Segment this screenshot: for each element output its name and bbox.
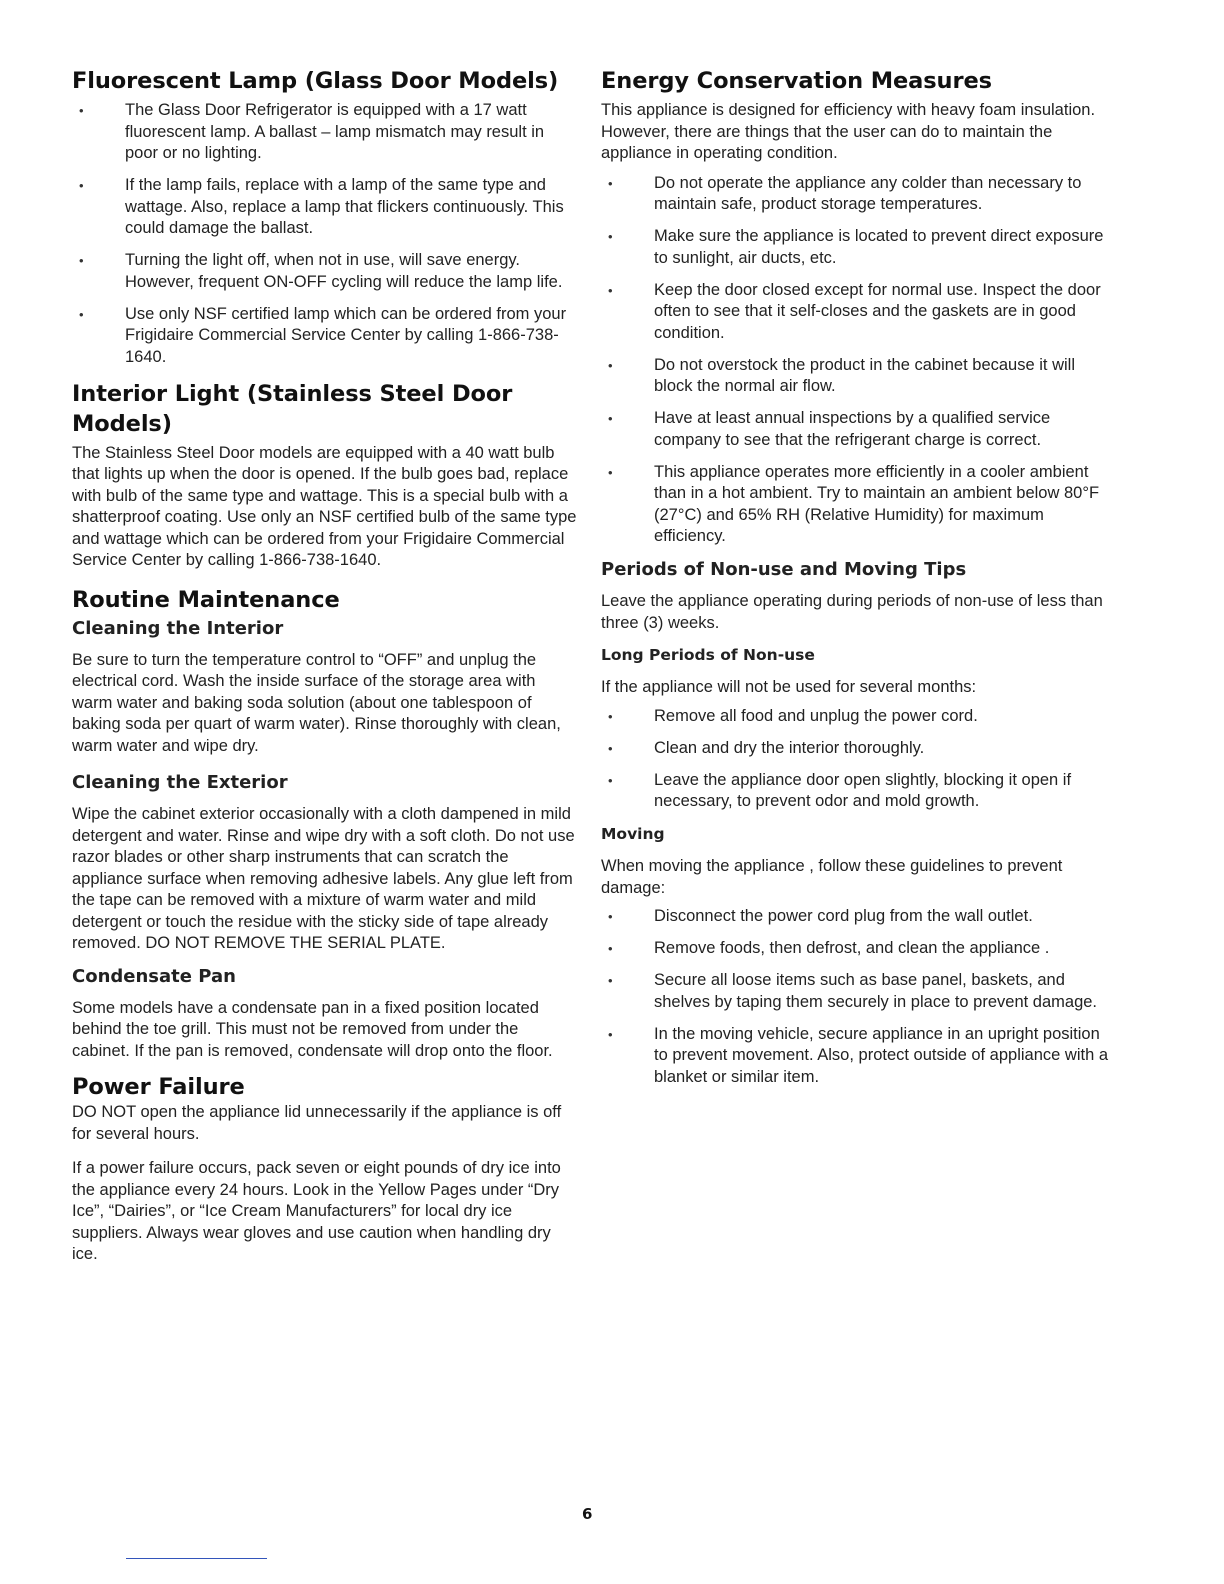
cleaning-interior-body: Be sure to turn the temperature control to “OFF” and unplug the electrical cord. Wash the inside surface of the storage area with warm water and baking soda solution (about one tablespoon of baking soda per quart of warm water). Rinse thoroughly with clean, warm water and wipe dry. — [72, 650, 561, 755]
list-item: • Disconnect the power cord plug from the wall outlet. — [601, 906, 1111, 928]
long-periods-heading: Long Periods of Non-use — [601, 646, 815, 664]
moving-list — [601, 906, 1111, 1088]
page-number: 6 — [582, 1505, 593, 1523]
cleaning-exterior-heading: Cleaning the Exterior — [72, 772, 288, 793]
condensate-pan-heading: Condensate Pan — [72, 965, 236, 987]
list-item: • Secure all loose items such as base panel, baskets, and shelves by taping them securely in place to prevent damage. — [601, 970, 1111, 1013]
list-item: • Turning the light off, when not in use, will save energy. However, frequent ON-OFF cycling will reduce the lamp life. — [72, 250, 580, 293]
energy-conservation-section — [601, 66, 1111, 548]
moving-heading: Moving — [601, 825, 665, 843]
list-item: • Leave the appliance door open slightly, blocking it open if necessary, to prevent odor and mold growth. — [601, 770, 1111, 813]
energy-conservation-list — [601, 173, 1111, 548]
list-item: • Make sure the appliance is located to prevent direct exposure to sunlight, air ducts, etc. — [601, 226, 1111, 269]
list-item: • In the moving vehicle, secure appliance in an upright position to prevent movement. Also, protect outside of appliance with a blanket or similar item. — [601, 1024, 1111, 1089]
list-item: • Keep the door closed except for normal use. Inspect the door often to see that it self-closes and the gaskets are in good condition. — [601, 280, 1111, 345]
list-item: • Have at least annual inspections by a qualified service company to see that the refrigerant charge is correct. — [601, 408, 1111, 451]
list-item: • Do not operate the appliance any colder than necessary to maintain safe, product storage temperatures. — [601, 173, 1111, 216]
power-failure-body-2: If a power failure occurs, pack seven or eight pounds of dry ice into the appliance every 24 hours. Look in the Yellow Pages under “Dry Ice”, “Dairies”, or “Ice Cream Manufacturers” for local dry ice suppliers. Always wear gloves and use caution when handling dry ice. — [72, 1159, 561, 1263]
fluorescent-lamp-list — [72, 100, 580, 368]
non-use-moving-body: Leave the appliance operating during periods of non-use of less than three (3) weeks. — [601, 592, 1103, 632]
energy-conservation-heading: Energy Conservation Measures — [601, 68, 992, 94]
list-item: • If the lamp fails, replace with a lamp of the same type and wattage. Also, replace a lamp that flickers continuously. This could damage the ballast. — [72, 175, 580, 240]
list-item: • The Glass Door Refrigerator is equipped with a 17 watt fluorescent lamp. A ballast – lamp mismatch may result in poor or no lighting. — [72, 100, 580, 165]
power-failure-heading: Power Failure — [72, 1074, 245, 1100]
list-item: • Remove all food and unplug the power cord. — [601, 706, 1111, 728]
list-item: • Remove foods, then defrost, and clean the appliance . — [601, 938, 1111, 960]
list-item: • This appliance operates more efficiently in a cooler ambient than in a hot ambient. Try to maintain an ambient below 80°F (27°C) and 65% RH (Relative Humidity) for maximum efficiency. — [601, 462, 1111, 548]
power-failure-section — [72, 1072, 580, 1266]
list-item: • Use only NSF certified lamp which can be ordered from your Frigidaire Commercial Service Center by calling 1-866-738-1640. — [72, 304, 580, 369]
fluorescent-lamp-section — [72, 66, 580, 368]
non-use-moving-heading: Periods of Non-use and Moving Tips — [601, 559, 967, 580]
long-periods-intro: If the appliance will not be used for several months: — [601, 678, 977, 696]
interior-light-section — [72, 379, 580, 572]
interior-light-heading: Interior Light (Stainless Steel Door Models) — [72, 380, 513, 437]
condensate-pan-body: Some models have a condensate pan in a fixed position located behind the toe grill. This must not be removed from under the cabinet. If the pan is removed, condensate will drop onto the floor. — [72, 998, 553, 1060]
list-item: • Clean and dry the interior thoroughly. — [601, 738, 1111, 760]
non-use-moving-section — [601, 558, 1111, 1088]
cleaning-interior-heading: Cleaning the Interior — [72, 617, 284, 639]
list-item: • Do not overstock the product in the cabinet because it will block the normal air flow. — [601, 355, 1111, 398]
footer-rule — [126, 1558, 267, 1559]
energy-conservation-intro: This appliance is designed for efficiency with heavy foam insulation. However, there are things that the user can do to maintain the appliance in operating condition. — [601, 101, 1096, 162]
fluorescent-lamp-heading: Fluorescent Lamp (Glass Door Models) — [72, 68, 559, 94]
routine-maintenance-heading: Routine Maintenance — [72, 586, 340, 613]
interior-light-body: The Stainless Steel Door models are equipped with a 40 watt bulb that lights up when the door is opened. If the bulb goes bad, replace with bulb of the same type and wattage. This is a special bulb with a shatterproof coating. Use only an NSF certified bulb of the same type and wattage which can be ordered from your Frigidaire Commercial Service Center by calling 1-866-738-1640. — [72, 443, 577, 569]
routine-maintenance-section — [72, 585, 580, 1063]
left-column — [72, 66, 580, 1279]
cleaning-exterior-body: Wipe the cabinet exterior occasionally with a cloth dampened in mild detergent and water. Rinse and wipe dry with a soft cloth. Do not use razor blades or other sharp instruments that can scratch the appliance surface when removing adhesive labels. Any glue left from the tape can be removed with a mixture of warm water and mild detergent or touch the residue with the sticky side of tape already removed. DO NOT REMOVE THE SERIAL PLATE. — [72, 805, 575, 952]
long-periods-list — [601, 706, 1111, 813]
right-column — [601, 66, 1111, 1099]
power-failure-body-1: DO NOT open the appliance lid unnecessarily if the appliance is off for several hours. — [72, 1103, 562, 1143]
moving-intro: When moving the appliance , follow these guidelines to prevent damage: — [601, 857, 1063, 897]
